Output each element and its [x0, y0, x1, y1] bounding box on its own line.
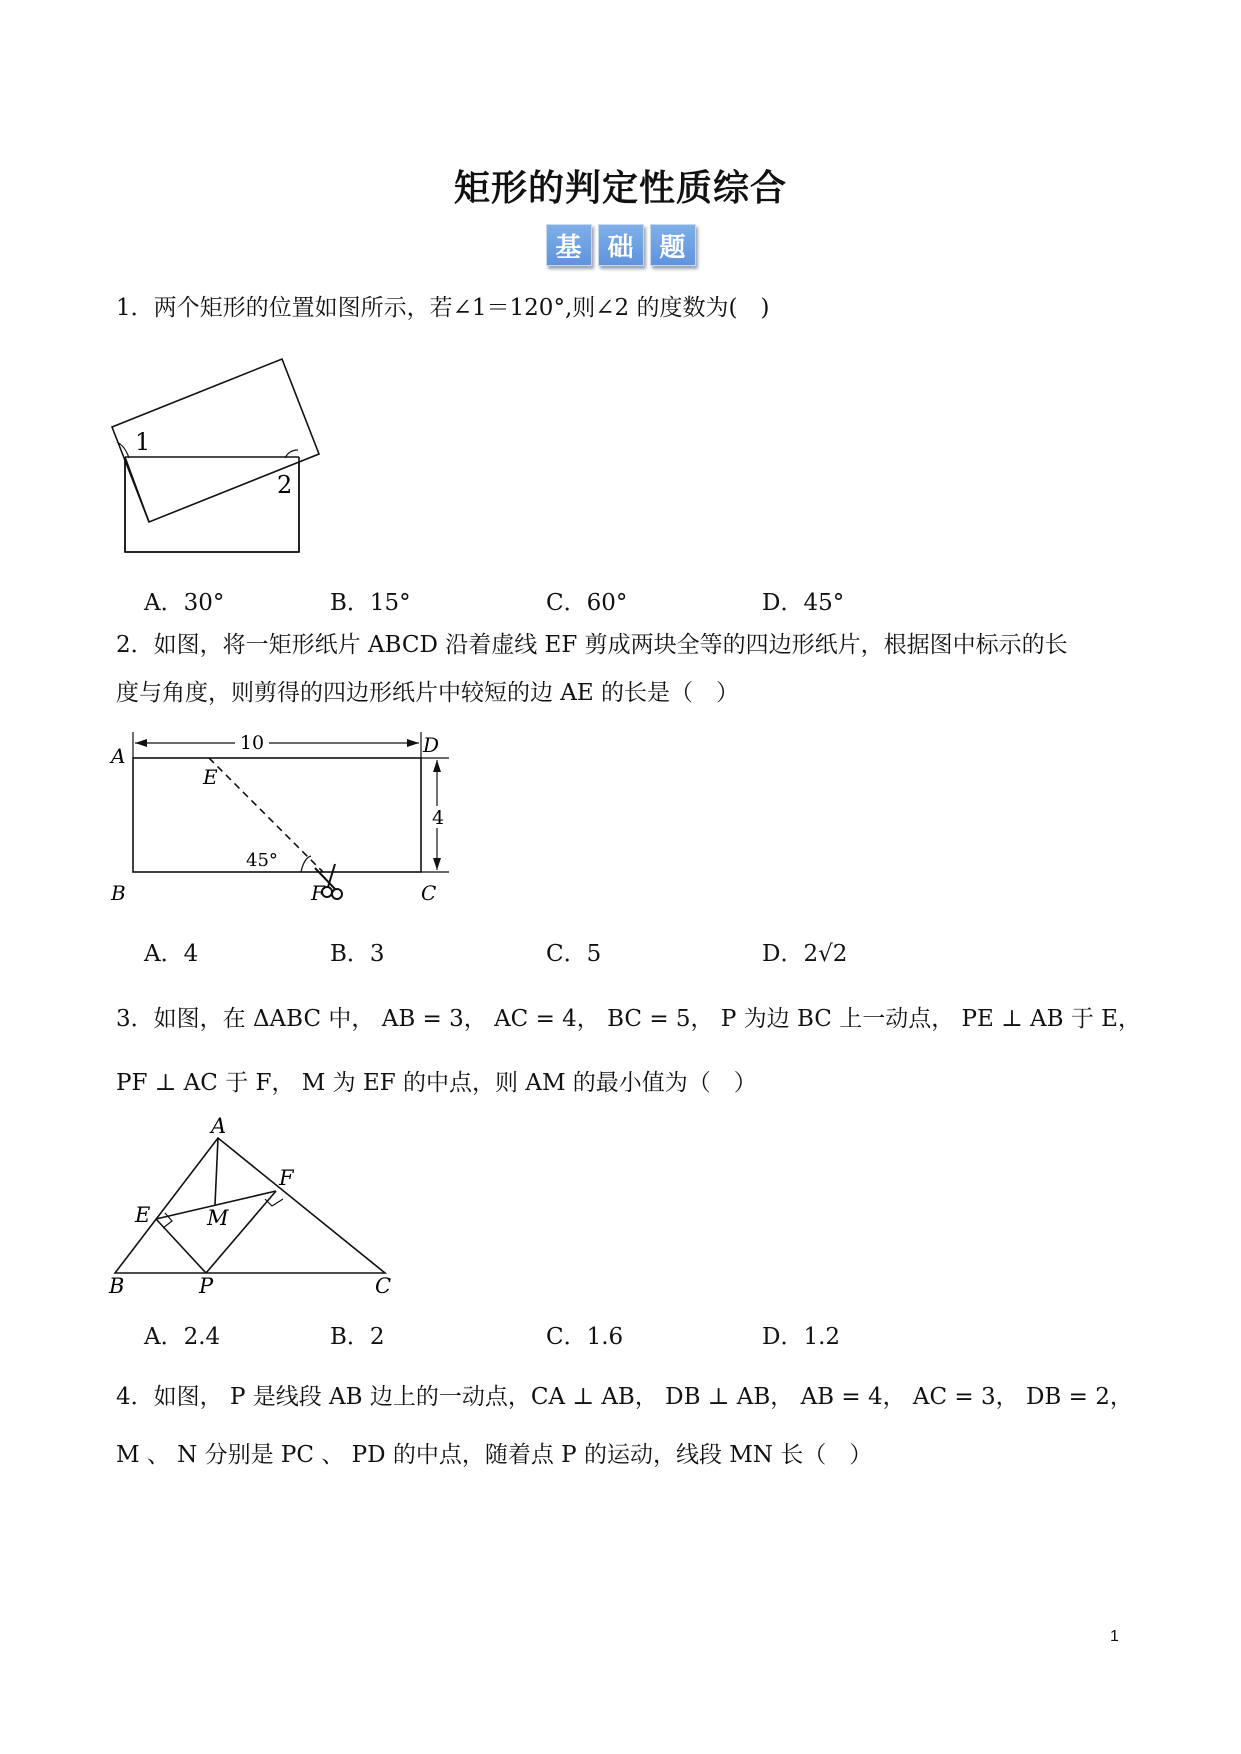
point-c-label: C	[421, 881, 437, 905]
point-f-label: F	[311, 881, 325, 905]
option-c[interactable]: C．60°	[546, 590, 628, 616]
option-b[interactable]: B．2	[330, 1324, 385, 1350]
question-3	[116, 987, 1141, 1115]
question-2-figure	[105, 728, 465, 908]
page-title: 矩形的判定性质综合	[453, 168, 787, 209]
page-number: 1	[1110, 1628, 1119, 1645]
length-4-label: 4	[431, 807, 445, 829]
point-a-label: A	[211, 1115, 227, 1138]
question-4-line-1: 4．如图， P 是线段 AB 边上的一动点，CA ⊥ AB， DB ⊥ AB， AB = 4， AC = 3， DB = 2，	[116, 1384, 1133, 1410]
angle-45-label: 45°	[246, 850, 278, 871]
question-2-line-1: 2．如图，将一矩形纸片 ABCD 沿着虚线 EF 剪成两块全等的四边形纸片，根据图中标示的长	[116, 632, 1068, 658]
section-badge	[0, 224, 1241, 266]
length-10-label: 10	[239, 732, 265, 754]
question-3-line-2: PF ⊥ AC 于 F， M 为 EF 的中点，则 AM 的最小值为（ ）	[116, 1070, 757, 1096]
option-d[interactable]: D．45°	[762, 590, 845, 616]
option-b[interactable]: B．15°	[330, 590, 411, 616]
option-a[interactable]: A．30°	[144, 590, 225, 616]
point-d-label: D	[423, 733, 440, 757]
question-1-options	[144, 584, 944, 624]
badge-char: 基	[546, 224, 592, 266]
question-2	[116, 621, 1136, 717]
question-4	[116, 1368, 1136, 1484]
angle-1-label: 1	[135, 428, 151, 456]
option-a[interactable]: A．2.4	[144, 1324, 221, 1350]
point-f-label: F	[279, 1166, 294, 1190]
badge-char: 础	[598, 224, 644, 266]
question-3-figure	[105, 1115, 405, 1295]
question-2-line-2: 度与角度，则剪得的四边形纸片中较短的边 AE 的长是（ ）	[116, 680, 740, 706]
option-d[interactable]: D．1.2	[762, 1324, 841, 1350]
point-e-label: E	[203, 765, 218, 789]
point-a-label: A	[111, 744, 126, 768]
badge-char: 题	[650, 224, 696, 266]
option-c[interactable]: C．1.6	[546, 1324, 624, 1350]
point-b-label: B	[109, 1274, 125, 1295]
point-e-label: E	[135, 1203, 151, 1227]
segment-am	[215, 1138, 218, 1205]
option-a[interactable]: A．4	[144, 941, 199, 967]
option-c[interactable]: C．5	[546, 941, 602, 967]
point-m-label: M	[207, 1206, 229, 1230]
question-1-figure	[105, 350, 335, 560]
question-1-text: 1．两个矩形的位置如图所示，若∠1＝120°,则∠2 的度数为( )	[116, 295, 770, 321]
question-2-options	[144, 935, 944, 975]
option-d[interactable]: D．2√2	[762, 941, 848, 967]
angle-2-label: 2	[277, 471, 293, 499]
question-4-line-2: M 、 N 分别是 PC 、 PD 的中点，随着点 P 的运动，线段 MN 长（ ）	[116, 1442, 873, 1468]
angle-45-arc	[301, 856, 311, 872]
option-b[interactable]: B．3	[330, 941, 385, 967]
point-p-label: P	[199, 1274, 214, 1295]
question-3-line-1: 3．如图，在 ΔABC 中， AB = 3， AC = 4， BC = 5， P 为边 BC 上一动点， PE ⊥ AB 于 E，	[116, 1006, 1141, 1032]
question-1	[116, 284, 1136, 332]
point-c-label: C	[375, 1274, 392, 1295]
point-b-label: B	[111, 881, 126, 905]
question-3-options	[144, 1318, 944, 1358]
segment-pf	[206, 1191, 276, 1273]
triangle-abc	[115, 1138, 385, 1273]
